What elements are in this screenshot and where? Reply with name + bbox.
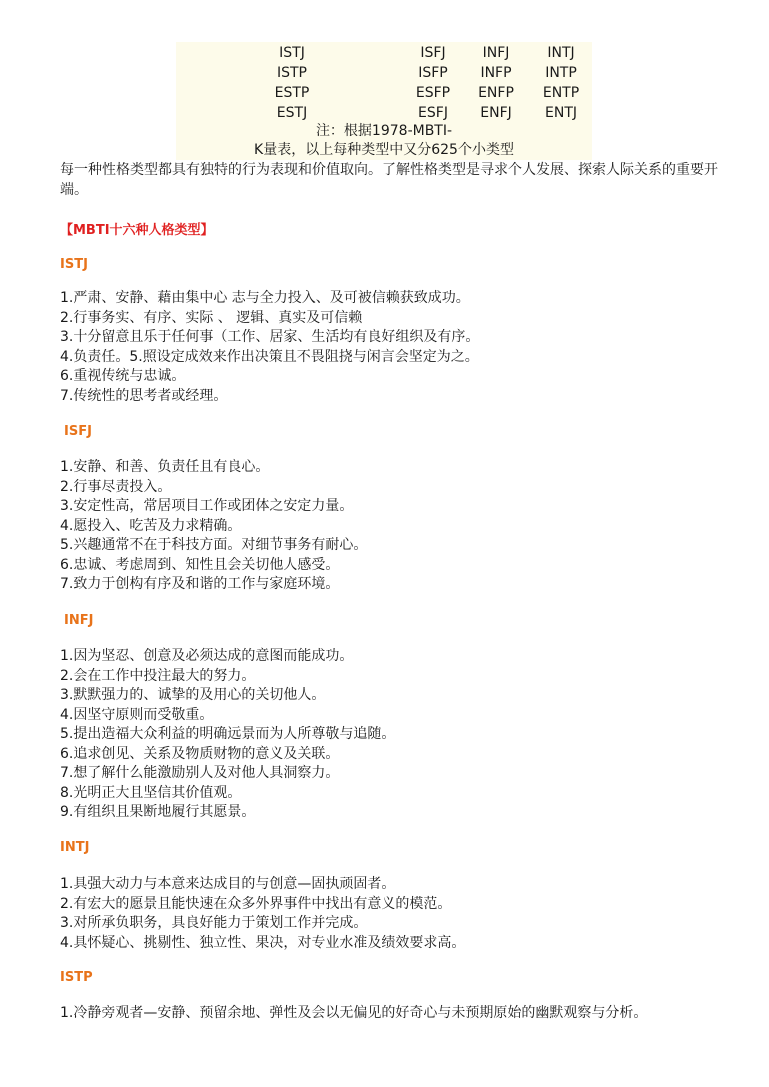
type-cell: INTP bbox=[545, 65, 577, 81]
list-item: 3.默默强力的、诚挚的及用心的关切他人。 bbox=[60, 687, 326, 703]
type-cell: ENFJ bbox=[480, 105, 512, 121]
list-item: 2.会在工作中投注最大的努力。 bbox=[60, 667, 256, 684]
list-item: 3.十分留意且乐于任何事（工作、居家、生活均有良好组织及有序。 bbox=[60, 329, 480, 345]
list-item: 2.行事务实、有序、实际 、 逻辑、真实及可信赖 bbox=[60, 309, 363, 326]
type-heading-isfj: ISFJ bbox=[64, 424, 92, 439]
type-cell: ESTJ bbox=[276, 105, 308, 121]
list-item: 6.追求创见、关系及物质财物的意义及关联。 bbox=[60, 745, 340, 762]
list-item: 1.安静、和善、负责任且有良心。 bbox=[60, 459, 270, 475]
intro-paragraph: 每一种性格类型都具有独特的行为表现和价值取向。了解性格类型是寻求个人发展、探索人际关系的重要开端。 bbox=[60, 162, 718, 198]
list-item: 3.对所承负职务，具良好能力于策划工作并完成。 bbox=[60, 915, 368, 931]
list-item: 4.因坚守原则而受敬重。 bbox=[60, 706, 214, 723]
type-cell: ENFP bbox=[478, 85, 514, 101]
type-cell: ENTJ bbox=[545, 105, 577, 121]
type-heading-istj: ISTJ bbox=[60, 257, 88, 272]
type-cell: ENTP bbox=[542, 85, 580, 101]
type-cell: INTJ bbox=[547, 45, 575, 61]
list-item: 2.有宏大的愿景且能快速在众多外界事件中找出有意义的模范。 bbox=[60, 895, 452, 912]
list-item: 5.提出造福大众利益的明确远景而为人所尊敬与追随。 bbox=[60, 726, 396, 742]
list-item: 7.传统性的思考者或经理。 bbox=[60, 387, 228, 404]
list-item: 1.严肃、安静、藉由集中心 志与全力投入、及可被信赖获致成功。 bbox=[60, 290, 470, 306]
type-cell: ISTP bbox=[276, 65, 307, 81]
table-note-line2: K量表，以上每种类型中又分625个小类型 bbox=[176, 141, 592, 160]
list-item: 3.安定性高，常居项目工作或团体之安定力量。 bbox=[60, 498, 354, 514]
list-item: 4.愿投入、吃苦及力求精确。 bbox=[60, 517, 242, 534]
list-item: 7.想了解什么能激励别人及对他人具洞察力。 bbox=[60, 765, 340, 781]
list-item: 8.光明正大且坚信其价值观。 bbox=[60, 784, 242, 801]
type-cell: INFP bbox=[480, 65, 512, 81]
type-cell: ISFJ bbox=[420, 45, 446, 61]
section-title: 【MBTI十六种人格类型】 bbox=[60, 223, 214, 238]
type-cell: ISFP bbox=[418, 65, 448, 81]
list-item: 1.冷静旁观者—安静、预留余地、弹性及会以无偏见的好奇心与未预期原始的幽默观察与分析。 bbox=[60, 1005, 648, 1021]
type-cell: INFJ bbox=[482, 45, 510, 61]
list-item: 1.因为坚忍、创意及必须达成的意图而能成功。 bbox=[60, 648, 354, 664]
type-heading-intj: INTJ bbox=[60, 840, 90, 855]
list-item: 5.兴趣通常不在于科技方面。对细节事务有耐心。 bbox=[60, 537, 368, 553]
list-item: 9.有组织且果断地履行其愿景。 bbox=[60, 804, 256, 820]
type-heading-istp: ISTP bbox=[60, 970, 93, 985]
list-item: 1.具强大动力与本意来达成目的与创意—固执顽固者。 bbox=[60, 876, 396, 892]
type-cell: ESFP bbox=[415, 85, 451, 101]
type-heading-infj: INFJ bbox=[64, 613, 94, 628]
list-item: 2.行事尽责投入。 bbox=[60, 478, 172, 495]
list-item: 7.致力于创构有序及和谐的工作与家庭环境。 bbox=[60, 576, 340, 592]
type-cell: ESFJ bbox=[418, 105, 448, 121]
list-item: 6.重视传统与忠诚。 bbox=[60, 368, 186, 384]
type-cell: ESTP bbox=[274, 85, 310, 101]
list-item: 4.负责任。5.照设定成效来作出决策且不畏阻挠与闲言会坚定为之。 bbox=[60, 348, 479, 365]
list-item: 4.具怀疑心、挑剔性、独立性、果决，对专业水准及绩效要求高。 bbox=[60, 934, 466, 951]
type-cell: ISTJ bbox=[279, 45, 305, 61]
list-item: 6.忠诚、考虑周到、知性且会关切他人感受。 bbox=[60, 556, 340, 573]
table-note-line1: 注：根据1978-MBTI- bbox=[176, 122, 592, 141]
